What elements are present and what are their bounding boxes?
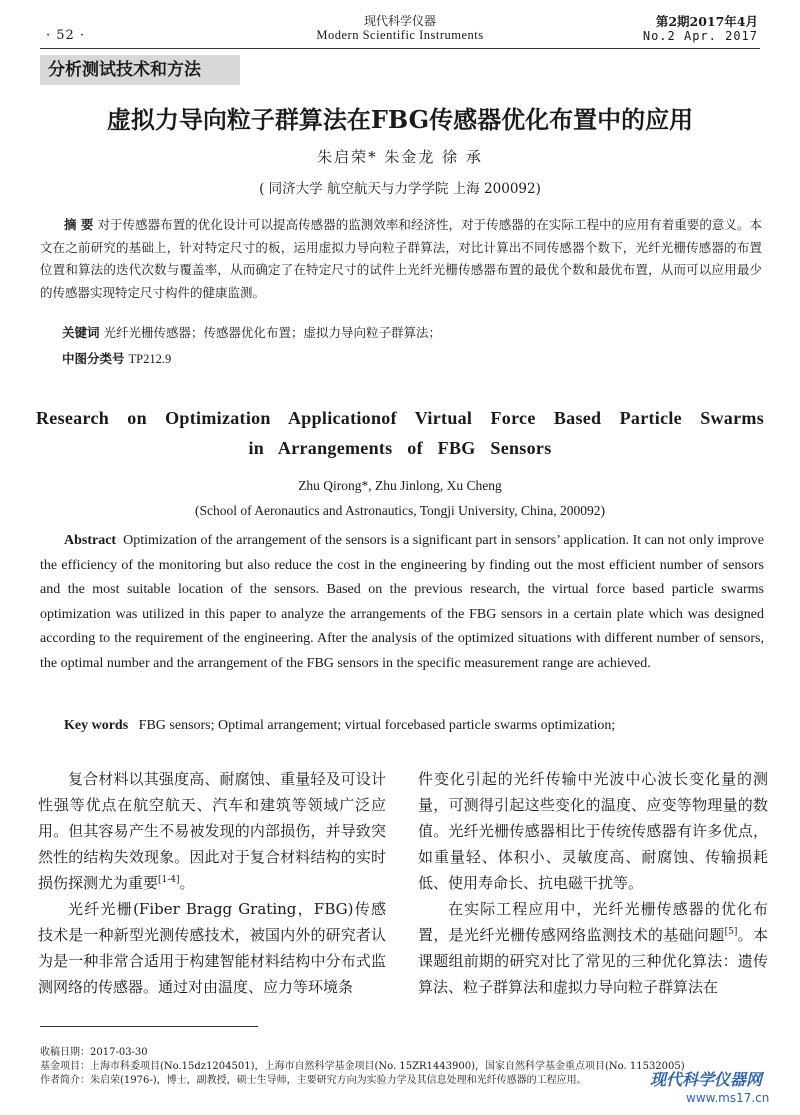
abstract-cn bbox=[40, 214, 762, 304]
abstract-en bbox=[40, 529, 764, 676]
body-paragraph: 光纤光栅(Fiber Bragg Grating，FBG)传感技术是一种新型光测传感技术，被国内外的研究者认为是一种非常合适用于构建智能材料结构中分布式监测网络的传感器。通过对由温度、应力等环境条 bbox=[38, 900, 386, 996]
keywords-en-text: FBG sensors; Optimal arrangement; virtual forcebased particle swarms optimization; bbox=[138, 718, 616, 733]
body-paragraph: 件变化引起的光纤传输中光波中心波长变化量的测量，可测得引起这些变化的温度、应变等物理量的数值。光纤光栅传感器相比于传统传感器有许多优点，如重量轻、体积小、灵敏度高、耐腐蚀、传输损耗低、使用寿命长、抗电磁干扰等。 bbox=[418, 770, 768, 892]
issue-cn: 第2期2017年4月 bbox=[655, 14, 758, 29]
footnote-rule bbox=[40, 1026, 258, 1027]
keywords-en bbox=[64, 718, 764, 734]
citation: [5] bbox=[724, 927, 738, 937]
body-text: 。本课题组前期的研究对比了常见的三种优化算法：遗传算法、粒子群算法和虚拟力导向粒子群算法在 bbox=[418, 926, 768, 996]
keywords-cn bbox=[62, 322, 762, 345]
keywords-en-label: Key words bbox=[64, 718, 129, 733]
issue-en: No.2 Apr. 2017 bbox=[642, 29, 758, 43]
body-text: 复合材料以其强度高、耐腐蚀、重量轻及可设计性强等优点在航空航天、汽车和建筑等领域广泛应用。但其容易产生不易被发现的内部损伤，并导致突然性的结构失效现象。因此对于复合材料结构的实时损伤探测尤为重要 bbox=[38, 770, 386, 892]
body-paragraph bbox=[418, 896, 768, 1000]
journal-title-cn: 现代科学仪器 bbox=[363, 14, 436, 28]
footnote-author: 作者简介：朱启荣(1976-)，博士，副教授，硕士生导师，主要研究方向为实验力学及其信息处理和光纤传感器的工程应用。 bbox=[40, 1075, 587, 1086]
body-text: 。 bbox=[179, 874, 195, 892]
authors-cn: 朱启荣* 朱金龙 徐 承 bbox=[317, 148, 483, 166]
header-rule bbox=[40, 48, 760, 49]
journal-title-en: Modern Scientific Instruments bbox=[316, 28, 484, 42]
page-number: · 52 · bbox=[46, 28, 86, 43]
watermark-logo bbox=[650, 1067, 790, 1111]
clc-value: TP212.9 bbox=[128, 352, 172, 366]
authors-en: Zhu Qirong*, Zhu Jinlong, Xu Cheng bbox=[298, 478, 502, 493]
clc-number bbox=[62, 348, 762, 371]
body-text: 在实际工程应用中，光纤光栅传感器的优化布置，是光纤光栅传感网络监测技术的基础问题 bbox=[418, 900, 768, 944]
affiliation-en: (School of Aeronautics and Astronautics, Tongji University, China, 200092) bbox=[194, 503, 605, 518]
abstract-en-text: Optimization of the arrangement of the sensors is a significant part in sensors’ application. It can not only improve the efficiency of the monitoring but also reduce the cost in the engineering by finding out the most efficient number of sensors and the most suitable location of the sensors. Based on the previous research, the virtual force based particle swarms optimization was utilized in this paper to analyze the arrangements of the FBG sensors in a certain plate which was designed according to the requirement of the engineering. After the analysis of the optimized situations with different number of sensors, the optimal number and the arrangement of the FBG sensors in the specific measurement range are achieved. bbox=[40, 533, 765, 671]
keywords-cn-label: 关键词 bbox=[62, 325, 100, 340]
watermark-url: www.ms17.cn bbox=[686, 1091, 770, 1105]
body-paragraph bbox=[38, 766, 386, 896]
footnote-received: 收稿日期：2017-03-30 bbox=[40, 1047, 148, 1058]
paper-title-en: Research on Optimization Applicationof Virtual Force Based Particle Swarms in Arrangements of FBG Sensors bbox=[36, 408, 764, 458]
abstract-cn-text: 对于传感器布置的优化设计可以提高传感器的监测效率和经济性，对于传感器的在实际工程中的应用有着重要的意义。本文在之前研究的基础上，针对特定尺寸的板，运用虚拟力导向粒子群算法，对比计算出不同传感器个数下，光纤光栅传感器的布置位置和算法的迭代次数与覆盖率，从而确定了在特定尺寸的试件上光纤光栅传感器布置的最优个数和最优布置，从而可以应用最少的传感器实现特定尺寸构件的健康监测。 bbox=[40, 217, 762, 300]
clc-label: 中图分类号 bbox=[62, 351, 125, 366]
section-tag: 分析测试技术和方法 bbox=[40, 55, 240, 85]
body-column-right bbox=[418, 766, 768, 1000]
keywords-cn-text: 光纤光栅传感器；传感器优化布置；虚拟力导向粒子群算法； bbox=[103, 325, 442, 340]
abstract-cn-label: 摘 要 bbox=[64, 217, 94, 232]
abstract-en-label: Abstract bbox=[64, 533, 117, 548]
affiliation-cn: ( 同济大学 航空航天与力学学院 上海 200092) bbox=[259, 181, 541, 197]
body-column-left bbox=[38, 766, 386, 1000]
footnote-fund: 基金项目：上海市科委项目(No.15dz1204501)，上海市自然科学基金项目(No. 15ZR1443900)，国家自然科学基金重点项目(No. 11532005) bbox=[40, 1061, 685, 1072]
watermark-name: 现代科学仪器网 bbox=[650, 1070, 763, 1089]
citation: [1-4] bbox=[158, 875, 180, 885]
paper-title-cn: 虚拟力导向粒子群算法在FBG传感器优化布置中的应用 bbox=[106, 105, 694, 134]
